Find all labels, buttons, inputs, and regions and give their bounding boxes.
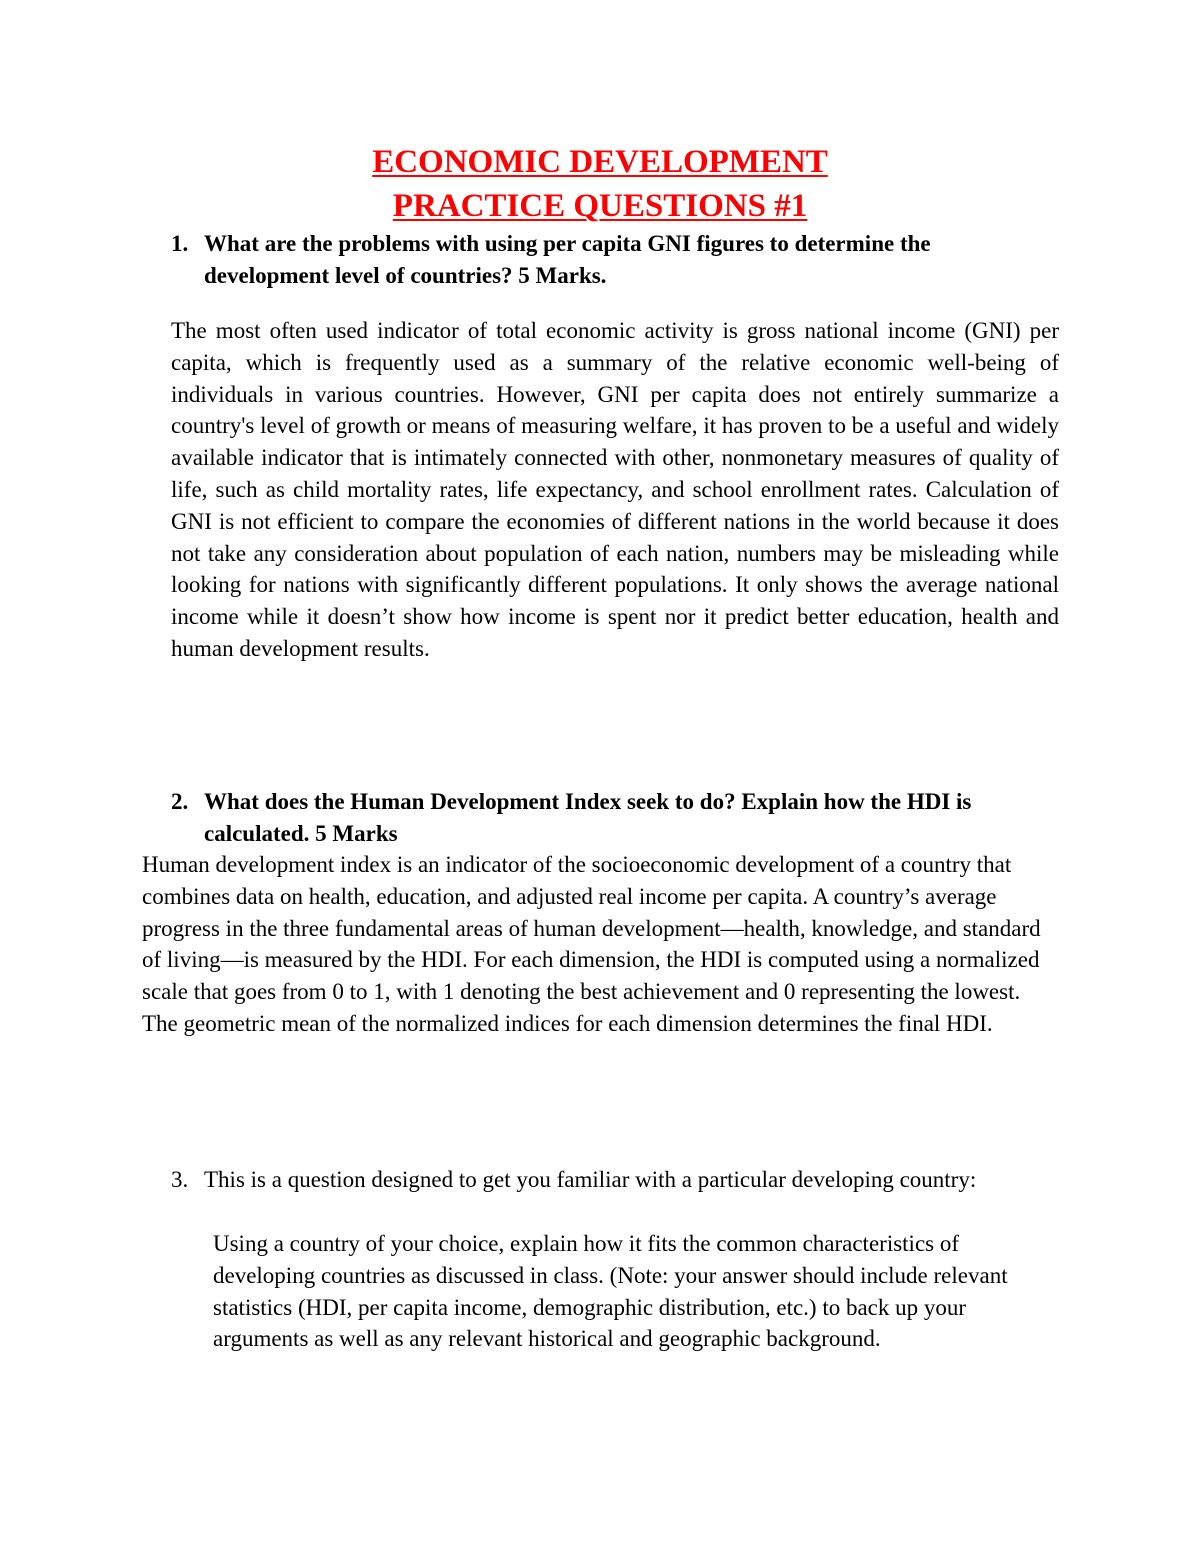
question-2-number: 2. [171, 789, 189, 814]
answer-2: Human development index is an indicator of the socioeconomic development of a country that combines data on health, education, and adjusted real income per capita. A country’s average progress in the three fundamental areas of human development—health, knowledge, and standard of living—is measured by the HDI. For each dimension, the HDI is computed using a normalized scale that goes from 0 to 1, with 1 denoting the best achievement and 0 representing the lowest. The geometric mean of the normalized indices for each dimension determines the final HDI. [142, 852, 1041, 1036]
question-2-text: What does the Human Development Index seek to do? Explain how the HDI is calculated. 5 Marks [204, 789, 972, 846]
question-1-text: What are the problems with using per capita GNI figures to determine the development level of countries? 5 Marks. [204, 231, 931, 288]
question-1-number: 1. [171, 231, 189, 256]
question-3-instructions: Using a country of your choice, explain how it fits the common characteristics of developing countries as discussed in class. (Note: your answer should include relevant statistics (HDI, per capita income, demographic distribution, etc.) to back up your arguments as well as any relevant historical and geographic background. [213, 1231, 1008, 1352]
question-3-text: This is a question designed to get you familiar with a particular developing country: [204, 1167, 977, 1192]
document-title-line-2: PRACTICE QUESTIONS #1 [392, 188, 808, 224]
answer-1: The most often used indicator of total economic activity is gross national income (GNI) per capita, which is frequently used as a summary of the relative economic well-being of individuals in various countries. However, GNI per capita does not entirely summarize a country's level of growth or means of measuring welfare, it has proven to be a useful and widely available indicator that is intimately connected with other, nonmonetary measures of quality of life, such as child mortality rates, life expectancy, and school enrollment rates. Calculation of GNI is not efficient to compare the economies of different nations in the world because it does not take any consideration about population of each nation, numbers may be misleading while looking for nations with significantly different populations. It only shows the average national income while it doesn’t show how income is spent nor it predict better education, health and human development results. [171, 318, 1059, 661]
question-3-number: 3. [171, 1167, 189, 1192]
document-title-line-1: ECONOMIC DEVELOPMENT [372, 144, 828, 180]
